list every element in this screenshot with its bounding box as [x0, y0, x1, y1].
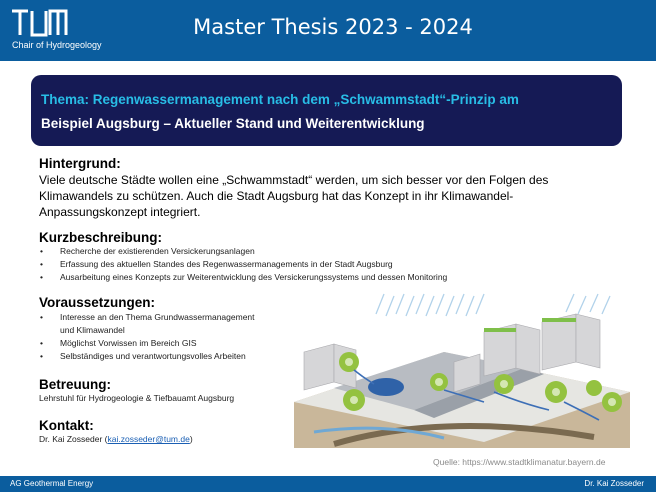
kontakt-line: [39, 434, 193, 444]
list-item: • Recherche der existierenden Versickerungsanlagen: [39, 245, 447, 258]
betreuung-heading: Betreuung:: [39, 377, 111, 392]
list-item: • Möglichst Vorwissen im Bereich GIS: [39, 337, 255, 350]
list-item: • Ausarbeitung eines Konzepts zur Weiterentwicklung des Versickerungssystems und dessen Monitoring: [39, 271, 447, 284]
list-item: • Erfassung des aktuellen Standes des Regenwassermanagements in der Stadt Augsburg: [39, 258, 447, 271]
header-bar: [0, 0, 656, 61]
sponge-city-illustration: [294, 292, 630, 448]
kurzbeschreibung-list: [39, 245, 447, 284]
hintergrund-text: Viele deutsche Städte wollen eine „Schwammstadt“ werden, um sich besser vor den Folgen des Klimawandels zu schützen. Auch die Stadt Augsburg hat das Konzept in ihr Klimawandel-Anpassungskonzept integriert.: [39, 173, 549, 219]
footer-left: AG Geothermal Energy: [10, 479, 94, 488]
chair-label: Chair of Hydrogeology: [12, 40, 102, 50]
footer-bar: [0, 476, 656, 492]
list-item: [39, 311, 255, 337]
kontakt-close: ): [189, 434, 193, 444]
hintergrund-heading: Hintergrund:: [39, 156, 121, 171]
topic-line-2: Beispiel Augsburg – Aktueller Stand und Weiterentwicklung: [41, 116, 425, 131]
voraussetzungen-list: [39, 311, 255, 363]
kurzbeschreibung-heading: Kurzbeschreibung:: [39, 230, 163, 245]
footer-right: Dr. Kai Zosseder: [584, 479, 644, 488]
source-caption: Quelle: https://www.stadtklimanatur.bayern.de: [433, 457, 606, 467]
email-link[interactable]: kai.zosseder@tum.de: [107, 434, 190, 444]
list-item: • Selbständiges und verantwortungsvolles Arbeiten: [39, 350, 255, 363]
list-item-continuation: und Klimawandel: [60, 325, 125, 335]
kontakt-name: Dr. Kai Zosseder (: [39, 434, 108, 444]
list-item-text: Interesse an den Thema Grundwassermanagement: [60, 312, 255, 322]
voraussetzungen-heading: Voraussetzungen:: [39, 295, 156, 310]
topic-line-1: Thema: Regenwassermanagement nach dem „Schwammstadt“-Prinzip am: [41, 92, 519, 107]
page-title: Master Thesis 2023 - 2024: [193, 15, 473, 39]
topic-banner: [31, 75, 622, 146]
kontakt-heading: Kontakt:: [39, 418, 94, 433]
betreuung-text: Lehrstuhl für Hydrogeologie & Tiefbauamt Augsburg: [39, 393, 235, 403]
